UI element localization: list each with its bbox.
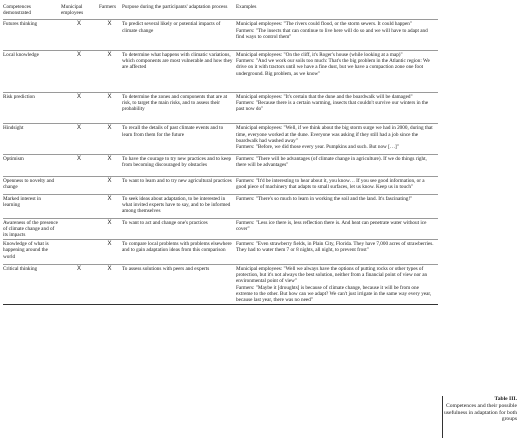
municipal-mark	[61, 240, 99, 265]
examples-cell: Farmers: "There's so much to learn in working the soil and the land. It's fascinating!"	[236, 195, 438, 219]
competence-cell: Awareness of the presence of climate change and of its impacts	[3, 218, 61, 240]
purpose-cell: To predict several likely or potential impacts of climate change	[122, 20, 236, 51]
farmers-mark: X	[99, 264, 122, 304]
header-farmers: Farmers	[99, 4, 116, 10]
table-row	[3, 176, 438, 194]
competence-cell: Futures thinking	[3, 20, 61, 51]
purpose-cell: To want to act and change one's practices	[122, 218, 236, 240]
competence-cell: Risk prediction	[3, 92, 61, 124]
competence-cell: Marked interest in learning	[3, 195, 61, 219]
competence-cell: Hindsight	[3, 124, 61, 155]
municipal-mark: X	[61, 20, 99, 51]
header-purpose: Purpose during the participants' adaptation process	[122, 4, 228, 10]
purpose-cell: To compare local problems with problems elsewhere and to gain adaptation ideas from this comparison	[122, 240, 236, 265]
table-row	[3, 51, 438, 93]
competence-cell: Local knowledge	[3, 51, 61, 93]
municipal-mark	[61, 218, 99, 240]
municipal-mark: X	[61, 51, 99, 93]
purpose-cell: To recall the details of past climate events and to learn from them for the future	[122, 124, 236, 155]
farmers-mark: X	[99, 20, 122, 51]
examples-cell: Farmers: "Less ice there is, less reflection there is. And heat can penetrate water without ice cover"	[236, 218, 438, 240]
municipal-mark: X	[61, 92, 99, 124]
farmers-mark: X	[99, 92, 122, 124]
table-row	[3, 195, 438, 219]
farmers-mark: X	[99, 51, 122, 93]
farmers-mark: X	[99, 124, 122, 155]
competence-cell: Critical thinking	[3, 264, 61, 304]
examples-cell: Farmers: "There will be advantages (of climate change in agriculture). If we do things right, there will be advantages"	[236, 155, 438, 176]
table-body	[3, 20, 438, 305]
purpose-cell: To have the courage to try new practices and to keep from becoming discouraged by obstacles	[122, 155, 236, 176]
table-row	[3, 20, 438, 51]
purpose-cell: To assess solutions with peers and experts	[122, 264, 236, 304]
farmers-mark: X	[99, 155, 122, 176]
table-row	[3, 240, 438, 265]
table-row	[3, 218, 438, 240]
table-row	[3, 155, 438, 176]
table-header	[3, 4, 438, 20]
header-competences: Competences demonstrated	[3, 4, 31, 17]
examples-cell: Farmers: "It'd be interesting to hear about it, you know… If you see good information, or a good piece of machinery that adapts to small surfaces, let us know. Keep us in touch"	[236, 176, 438, 194]
competences-table	[3, 4, 438, 305]
examples-cell: Farmers: "Even strawberry fields, in Plain City, Florida. They have 7,000 acres of strawberries. They had to water them 7 or 8 nights, all night, to prevent frost"	[236, 240, 438, 265]
examples-cell: Municipal employees: "On the cliff, it's Roger's house (while looking at a map)" Farmers: "And we work our soils too much: That's the big problem in the Atlantic region: We drive on it with tractors until we have a fine dust, but we have a compaction zone one foot underground. Big problem, as we know"	[236, 51, 438, 93]
caption-text: Competences and their possible usefulness in adaptation for both groups	[443, 402, 517, 423]
examples-cell: Municipal employees: "Well we always have the options of putting rocks or other types of protection, but it's not always the best solution, neither from a financial point of view nor an environmental point of view" Farmers: "Maybe it [droughts] is because of climate change, because it will be from one extreme to the other. But how can we adapt? We can't just irrigate in the same way every year, because last year, there was no need"	[236, 264, 438, 304]
examples-cell: Municipal employees: "The rivers could flood, or the storm sewers. It could happen" Farmers: "The insects that can continue to live here will do so and we will have to adapt and find ways to control them"	[236, 20, 438, 51]
municipal-mark	[61, 195, 99, 219]
farmers-mark: X	[99, 218, 122, 240]
farmers-mark: X	[99, 240, 122, 265]
header-municipal-employees: Municipal employees	[61, 4, 84, 17]
competence-cell: Knowledge of what is happening around the world	[3, 240, 61, 265]
table-caption	[439, 396, 517, 423]
table-row	[3, 92, 438, 124]
caption-title: Table III.	[494, 396, 517, 402]
farmers-mark: X	[99, 176, 122, 194]
table-row	[3, 124, 438, 155]
farmers-mark: X	[99, 195, 122, 219]
examples-cell: Municipal employees: "It's certain that the dune and the boardwalk will be damaged" Farmers: "Because there is a certain warming, insects that couldn't survive our winters in the past now do"	[236, 92, 438, 124]
purpose-cell: To determine the zones and components that are at risk, to target the main risks, and to assess their probability	[122, 92, 236, 124]
purpose-cell: To seek ideas about adaptation, to be interested in what invited experts have to say, and to be informed among themselves	[122, 195, 236, 219]
municipal-mark: X	[61, 264, 99, 304]
examples-cell: Municipal employees: "Well, if we think about the big storm surge we had in 2000, during that time, everyone worked at the dune. Everyone was asking if they still had a job since the boardwalk had washed away" Farmers: "Before, we did those every year. Pumpkins and such. But now […]"	[236, 124, 438, 155]
table-row	[3, 264, 438, 304]
header-examples: Examples	[236, 4, 257, 10]
municipal-mark: X	[61, 124, 99, 155]
competence-cell: Optimism	[3, 155, 61, 176]
purpose-cell: To determine what happens with climatic variations, which components are most vulnerable and how they are affected	[122, 51, 236, 93]
competence-cell: Openness to novelty and change	[3, 176, 61, 194]
purpose-cell: To want to learn and to try new agricultural practices	[122, 176, 236, 194]
municipal-mark	[61, 176, 99, 194]
municipal-mark: X	[61, 155, 99, 176]
